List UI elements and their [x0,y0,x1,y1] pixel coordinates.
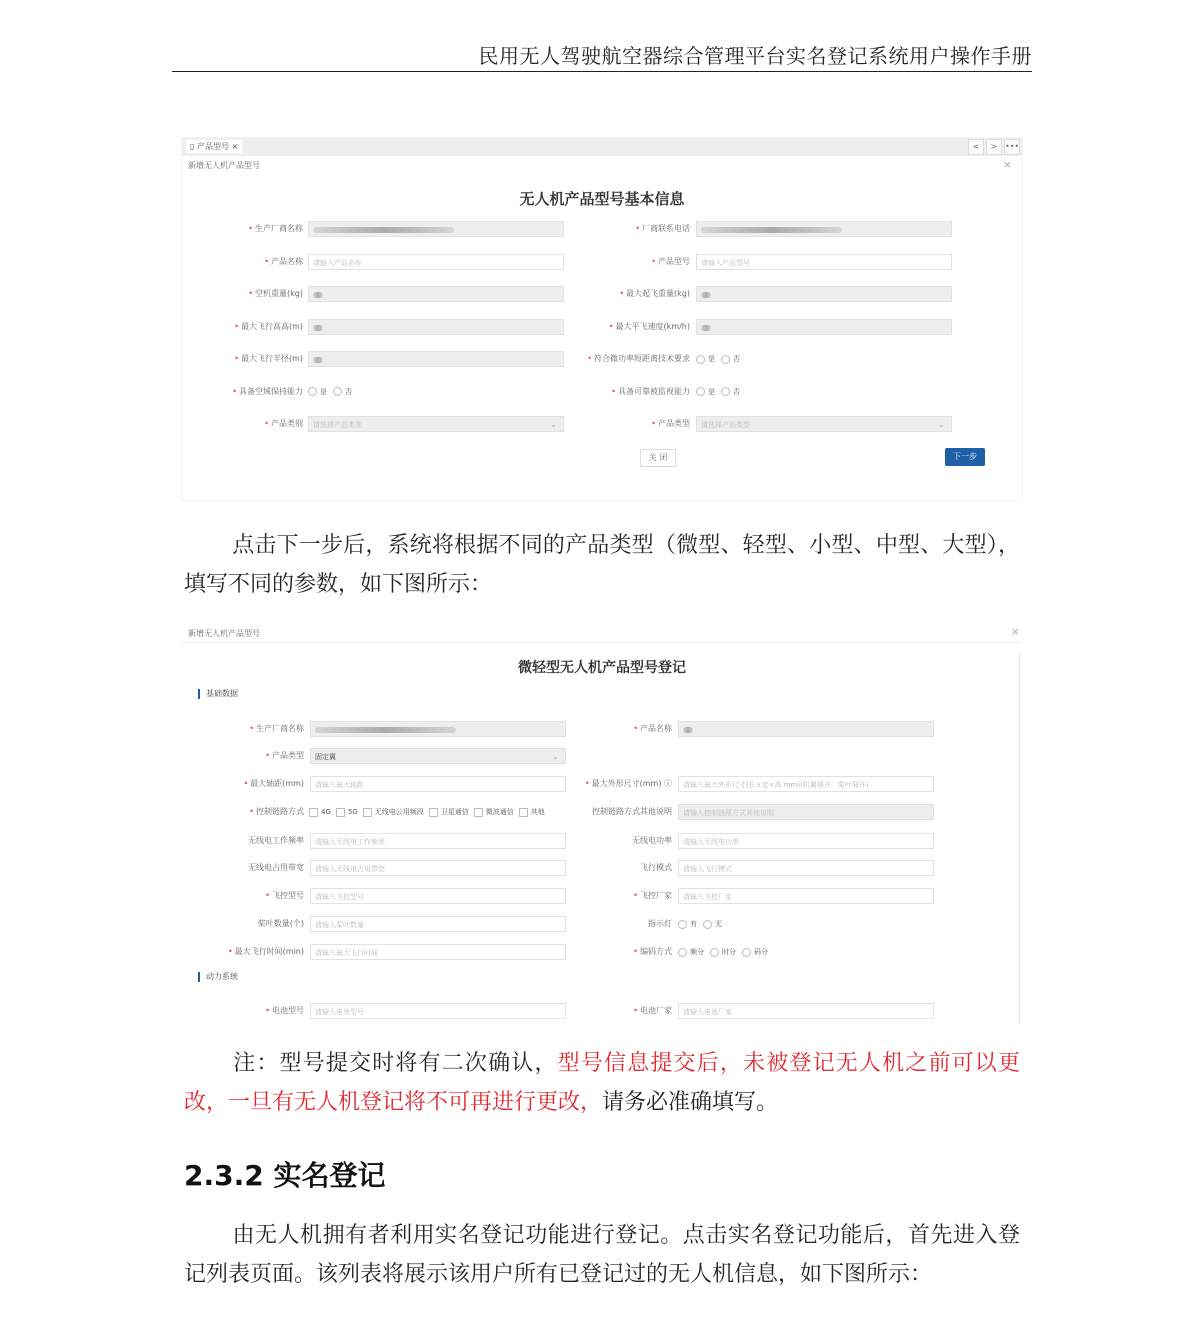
placeholder-text: 请输入电池型号 [315,1008,364,1016]
placeholder-text: 请输入最大飞行时间 [315,949,378,957]
radio-button[interactable] [678,948,687,957]
field-label-text: 厂商联系电话 [642,224,690,233]
field-label-text: 产品名称 [640,724,672,733]
placeholder-text: 请输入无线电工作频率 [315,838,385,846]
redacted-value [313,357,323,363]
required-mark: • [608,321,614,331]
required-mark: • [227,947,233,956]
placeholder-text: 请输入产品名称 [313,258,362,267]
field-label [103,383,303,401]
breadcrumb: 新增无人机产品型号 [188,161,260,170]
required-mark: • [264,419,269,428]
radio-button[interactable] [742,948,751,957]
redacted-value [315,727,456,733]
field-label-text: 控制链路方式其他说明 [592,807,672,816]
field-label-text: 飞控型号 [272,891,304,900]
field-label-text: 产品类别 [271,419,303,428]
field-label-text: 具备可靠被监视能力 [618,386,690,396]
field-label [490,220,690,238]
field-label-text: 无线电工作频率 [248,836,304,845]
field-label [490,318,690,336]
option-label: 频分 [690,948,704,956]
section-basic-data: 基础数据 [198,689,238,699]
field-label [104,720,304,738]
radio-group [690,383,740,401]
text-input[interactable] [696,254,952,270]
required-mark: • [619,289,625,298]
redacted-value [313,292,323,298]
tab-nav-buttons [968,139,1020,155]
placeholder-text: 请输入控制链路方式其他说明 [683,809,774,817]
radio-button[interactable] [721,387,730,396]
field-label [490,383,690,401]
field-label [104,747,304,765]
text-input[interactable] [678,804,934,820]
dialog-close-icon[interactable]: × [1002,158,1012,171]
radio-group [672,915,722,933]
required-mark: • [587,354,592,363]
checkbox[interactable] [363,808,372,817]
field-label [103,415,303,433]
text-input[interactable] [678,860,934,876]
option-label: 是 [320,387,327,396]
form-title: 无人机产品型号基本信息 [519,190,685,208]
redacted-value [313,227,454,233]
field-label-text: 最大起飞重量(kg) [626,289,690,298]
field-label [472,887,672,905]
field-label-text: 生产厂商名称 [256,724,304,733]
required-mark: • [249,724,254,733]
document-icon: ▯ [190,142,195,151]
field-label-text: 最大飞行时间(min) [234,947,304,956]
required-mark: • [651,256,656,266]
radio-button[interactable] [696,355,705,364]
chevron-down-icon: ⌄ [938,420,945,429]
tab-product-model[interactable] [186,140,242,153]
text-input[interactable] [678,833,934,849]
redacted-value [701,227,842,233]
field-label [472,803,672,821]
redacted-value [701,292,711,298]
required-mark: • [248,224,253,233]
radio-button[interactable] [678,920,687,929]
field-label [104,887,304,905]
text-input[interactable] [678,888,934,904]
required-mark: • [265,751,270,760]
paragraph-text: 点击下一步后，系统将根据不同的产品类型（微型、轻型、小型、中型、大型），填写不同的参数，如下图所示： [184,533,1020,597]
placeholder-text: 请选择产品类别 [313,421,362,429]
field-label [104,943,304,961]
radio-group [672,943,768,961]
field-label-text: 飞控厂家 [640,891,672,900]
option-label: 其他 [530,808,545,816]
field-label-text: 电池型号 [272,1006,304,1015]
field-label-text: 编码方式 [640,947,672,956]
note-prefix: 注：型号提交时将有二次确认， [232,1051,558,1076]
required-mark: • [232,386,237,396]
field-label-text: 无线电功率 [632,836,672,845]
field-label-text: 产品类型 [658,419,690,428]
dialog-close-icon[interactable]: × [1010,625,1020,638]
tab-close-icon[interactable]: × [231,142,239,151]
field-label [472,832,672,850]
field-label [472,943,672,961]
chevron-down-icon: ⌄ [550,420,557,429]
field-label-text: 具备空域保持能力 [239,386,303,396]
field-label-text: 最大飞行半径(m) [240,354,303,363]
field-label-text: 指示灯 [648,919,672,928]
required-mark: • [243,779,249,788]
tab-prev-button[interactable]: < [968,139,984,155]
radio-button[interactable] [703,920,712,929]
field-label [103,318,303,336]
field-label-text: 符合微功率短距离技术要求 [594,354,690,363]
section-power-system: 动力系统 [198,972,238,982]
placeholder-text: 请输入无线电功率 [683,838,739,846]
field-label-text: 控制链路方式 [256,807,304,816]
paragraph-real-name-registration [184,1216,1020,1294]
field-label [472,859,672,877]
radio-button[interactable] [696,387,705,396]
option-label: 否 [733,387,740,396]
tab-more-button[interactable]: ••• [1004,139,1020,155]
required-mark: • [265,1006,270,1015]
required-mark: • [633,891,638,900]
field-label [472,720,672,738]
text-input[interactable] [696,319,952,335]
field-value: 固定翼 [315,753,336,761]
product-model-basic-info-screenshot [182,138,1022,500]
field-label [104,859,304,877]
placeholder-text: 请输入飞控厂家 [683,893,732,901]
option-label: 否 [733,355,740,363]
required-mark: • [633,1006,638,1015]
placeholder-text: 请输入最大轴距 [315,781,364,789]
text-input[interactable] [696,286,952,302]
field-label-text: 最大轴距(mm) [250,779,304,788]
next-step-button[interactable]: 下一步 [945,448,985,466]
option-label: 微波通信 [485,808,514,816]
option-label: 是 [708,355,715,363]
option-label: 卫星通信 [440,808,469,816]
required-mark: • [234,354,239,363]
field-label [472,775,672,793]
field-label [490,285,690,303]
option-label: 否 [345,387,352,396]
option-label: 4G [321,808,331,816]
radio-group [690,350,740,368]
text-input[interactable] [678,1003,934,1019]
radio-button[interactable] [308,387,317,396]
section-heading: 2.3.2 实名登记 [184,1159,386,1192]
required-mark: • [633,947,638,956]
placeholder-text: 请输入无线电占用带宽 [315,865,385,873]
field-label [490,415,690,433]
paragraph-note [184,1044,1020,1122]
option-label: 时分 [722,948,736,956]
placeholder-text: 请输入电池厂家 [683,1008,732,1016]
field-label-text: 产品类型 [272,751,304,760]
option-label: 有 [690,920,697,928]
required-mark: • [635,224,640,233]
field-label [104,1002,304,1020]
field-label-text: 最大飞行高高(m) [240,321,303,331]
radio-button[interactable] [710,948,719,957]
required-mark: • [265,891,270,900]
field-label [104,803,304,821]
field-label [472,1002,672,1020]
placeholder-text: 请输入最大外形尺寸(长×宽×高 mm)(机翼展开、桨叶展开) [683,781,869,789]
field-label-text: 最大外形尺寸(mm) ⓘ [591,779,672,788]
field-label-text: 产品型号 [658,256,690,266]
field-label-text: 无线电占用带宽 [248,863,304,872]
tab-label: 产品型号 [196,142,229,151]
radio-button[interactable] [333,387,342,396]
field-label [490,253,690,271]
required-mark: • [248,289,254,298]
required-mark: • [249,807,254,816]
redacted-value [683,727,693,733]
divider [182,642,1022,643]
placeholder-text: 请选择产品类型 [701,421,750,429]
field-label [104,915,304,933]
breadcrumb: 新增无人机产品型号 [188,629,260,638]
required-mark: • [584,779,590,788]
option-label: 是 [708,387,715,396]
redacted-value [313,325,323,331]
checkbox[interactable] [336,808,345,817]
option-label: 无线电公用频段 [374,808,424,816]
placeholder-text: 请输入飞控型号 [315,893,364,901]
field-label-text: 空机重量(kg) [255,289,303,298]
option-label: 码分 [754,948,768,956]
note-suffix: 请务必准确填写。 [602,1090,779,1115]
placeholder-text: 请输入产品型号 [701,258,750,267]
select-field[interactable] [310,748,566,764]
tab-bar [182,138,1022,156]
form-title: 微轻型无人机产品型号登记 [518,660,686,676]
field-label-text: 最大平飞速度(km/h) [615,321,690,331]
required-mark: • [633,724,638,733]
text-input[interactable] [696,221,952,237]
checkbox[interactable] [309,808,318,817]
checkbox[interactable] [429,808,438,817]
redacted-value [701,325,711,331]
note-warning: 型号信息提交后，未被登记无人机之前可以更改，一旦有无人机登记将不可再进行更改， [184,1051,1020,1115]
required-mark: • [651,419,656,428]
radio-group [302,383,352,401]
field-label-text: 产品名称 [271,256,303,266]
paragraph-product-type [184,526,1020,604]
document-title: 民用无人驾驶航空器综合管理平台实名登记系统用户操作手册 [478,44,1032,68]
select-field[interactable] [696,416,952,432]
option-label: 5G [347,808,358,816]
close-button[interactable]: 关 闭 [640,449,676,467]
field-label [103,350,303,368]
field-label [103,285,303,303]
paragraph-text: 由无人机拥有者利用实名登记功能进行登记。点击实名登记功能后，首先进入登记列表页面。该列表将展示该用户所有已登记过的无人机信息，如下图所示： [184,1223,1020,1287]
field-label [104,832,304,850]
option-label: 无 [715,920,722,928]
field-label-text: 生产厂商名称 [255,224,303,233]
radio-button[interactable] [721,355,730,364]
chevron-down-icon: ⌄ [552,752,559,761]
tab-next-button[interactable]: > [986,139,1002,155]
field-label [490,350,690,368]
required-mark: • [264,256,269,266]
header-rule [172,71,1032,72]
field-label [472,915,672,933]
scrollbar-track[interactable] [1019,652,1020,1024]
field-label-text: 电池厂家 [640,1006,672,1015]
required-mark: • [234,321,239,331]
field-label [103,220,303,238]
field-label [103,253,303,271]
field-label-text: 飞行模式 [640,863,672,872]
placeholder-text: 请输入桨叶数量 [315,921,364,929]
required-mark: • [611,386,616,396]
text-input[interactable] [678,776,934,792]
micro-light-registration-screenshot [182,622,1022,1026]
field-label [104,775,304,793]
text-input[interactable] [678,721,934,737]
placeholder-text: 请输入飞行模式 [683,865,732,873]
field-label-text: 桨叶数量(个) [257,919,304,928]
